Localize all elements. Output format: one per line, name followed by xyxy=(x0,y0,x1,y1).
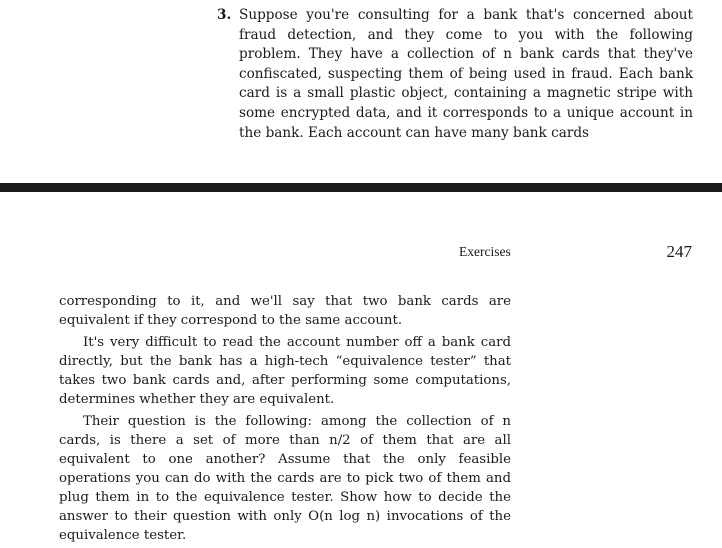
paragraph-3: Their question is the following: among the collection of n cards, is there a set of more than n/2 of them that are all equivalent to one another? Assume that the only feasible operations you can do with the cards are to pick two of them and plug them in to the equivalence tester. Show how to decide the answer to their question with only O(n log n) invocations of the equivalence tester. xyxy=(59,414,511,543)
page-number: 247 xyxy=(666,242,692,261)
exercise-text: Suppose you're consulting for a bank that's concerned about fraud detection, and they come to you with the following problem. They have a collection of n bank cards that they've confiscated, suspecting them of being used in fraud. Each bank card is a small plastic object, containing a magnetic stripe with some encrypted data, and it corresponds to a unique account in the bank. Each account can have many bank cards xyxy=(239,7,693,141)
running-head: Exercises xyxy=(459,244,511,259)
exercise-number: 3. xyxy=(217,7,232,23)
paragraph-2: It's very difficult to read the account number off a bank card directly, but the bank has a high-tech “equivalence tester” that takes two bank cards and, after performing some computations, determines whether they are equivalent. xyxy=(59,335,511,407)
paragraph-1: corresponding to it, and we'll say that two bank cards are equivalent if they correspond to the same account. xyxy=(59,294,511,328)
page-divider xyxy=(0,183,722,192)
exercise-continuation xyxy=(59,292,511,548)
exercise-3 xyxy=(217,6,693,143)
